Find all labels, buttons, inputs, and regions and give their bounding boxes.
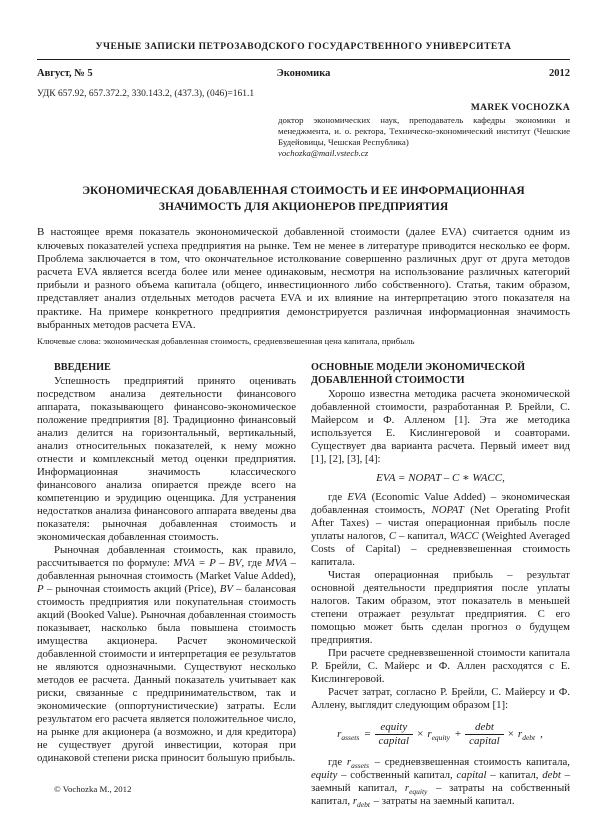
paragraph — [37, 544, 296, 765]
issue-section: Экономика — [276, 68, 331, 79]
fraction-debt-capital: $\frac{\text{debt}}{\text{capital}}$ — [465, 721, 504, 748]
formula-term-rdebt: $r_{debt}$ — [517, 728, 536, 742]
text-segment: r — [404, 782, 410, 795]
paragraph: Чистая операционная прибыль – результат основной деятельности предприятия после уплаты налогов. Таким образом, этот показатель в меньшей степени отражает результат предприятия. С его помощью может быть сделан прогноз о будущем предприятия. — [311, 569, 570, 647]
article-keywords: Ключевые слова: экономическая добавленная стоимость, средневзвешенная цена капитала, прибыль — [37, 336, 415, 347]
section-heading-models: ОСНОВНЫЕ МОДЕЛИ ЭКОНОМИЧЕСКОЙ ДОБАВЛЕННОЙ СТОИМОСТИ — [311, 362, 526, 387]
text-segment: C — [388, 530, 397, 543]
multiply-sign: × — [417, 728, 424, 741]
text-segment: – добавленная рыночная стоимость (Market Value Added), — [37, 557, 296, 583]
right-column — [311, 361, 570, 808]
copyright-notice: © Vochozka М., 2012 — [54, 784, 132, 795]
issue-month-number: Август, № 5 — [37, 68, 93, 79]
author-affiliation: доктор экономических наук, преподаватель кафедры экономики и менеджмента, и. о. ректора, Техническо-экономический институт (Чешские Будейовицы, Чешская Республика) — [278, 115, 570, 148]
text-segment: где — [328, 756, 347, 769]
text-segment: – капитал, — [486, 769, 543, 782]
formula-eva: EVA = NOPAT – C ∗ WACC, — [376, 472, 505, 485]
text-segment: – собственный капитал, — [337, 769, 457, 782]
article-title: ЭКОНОМИЧЕСКАЯ ДОБАВЛЕННАЯ СТОИМОСТЬ И ЕЕ ИНФОРМАЦИОННАЯ ЗНАЧИМОСТЬ ДЛЯ АКЦИОНЕРОВ ПРЕДПРИЯТИЯ — [82, 185, 525, 214]
paragraph: Расчет затрат, согласно Р. Брейли, С. Майерсу и Ф. Аллену, выглядит следующим образом [1]: — [311, 686, 570, 712]
issue-info-row — [37, 68, 570, 79]
text-segment: debt — [542, 769, 561, 782]
section-heading-introduction: ВВЕДЕНИЕ — [54, 362, 111, 374]
formula-comma: , — [540, 728, 543, 741]
text-segment: где — [328, 491, 348, 504]
author-name: MAREK VOCHOZKA — [470, 103, 570, 113]
equals-sign: = — [364, 728, 371, 741]
formula-term-requity: $r_{equity}$ — [427, 728, 450, 742]
text-segment: NOPAT — [431, 504, 464, 517]
text-segment: P — [37, 583, 44, 596]
text-segment: assets — [351, 760, 369, 770]
plus-sign: + — [454, 728, 462, 741]
text-segment: WACC — [449, 530, 479, 543]
text-segment: – балансовая стоимость предприятия или покупательная стоимость акций (Booked Value). Рыночная добавленная стоимость показывает, насколько была повышена стоимость имущества акционера. Расчет экономической добавленной стоимости и интерпретация ее результатов не являются однозначными. Существуют несколько методов ее расчета. Данный показатель учитывает как риски, связанные с предпринимательством, так и экономические (оппортунистические) затраты. Если результатом его расчета является положительное число, на рынке для акционера (а возможно, и для кредитора) не существует другой инвестиции, которая при одинаковой степени риска приносит большую прибыль. — [37, 583, 296, 765]
formula-term-assets: $r_{assets}$ — [337, 728, 360, 742]
issue-year: 2012 — [549, 68, 571, 79]
udk-code: УДК 657.92, 657.372.2, 330.143.2, (437.3), (046)=161.1 — [37, 89, 255, 99]
text-segment: (Net Operating Profit After Taxes) – чистая операционная прибыль после уплаты налогов, — [311, 504, 570, 543]
journal-header: УЧЕНЫЕ ЗАПИСКИ ПЕТРОЗАВОДСКОГО ГОСУДАРСТВЕННОГО УНИВЕРСИТЕТА — [95, 42, 512, 52]
multiply-sign: × — [507, 728, 514, 741]
text-segment: equity — [409, 786, 428, 796]
text-segment: (Weighted Averaged Costs of Capital) – средневзвешенная стоимость капитала. — [311, 530, 570, 569]
author-block — [278, 103, 570, 158]
text-segment: EVA — [347, 491, 367, 504]
text-segment: BV — [219, 583, 233, 596]
paragraph — [311, 756, 570, 808]
text-segment: capital — [456, 769, 487, 782]
paragraph: Успешность предприятий принято оценивать посредством анализа деятельности финансового аппарата, показывающего финансово-экономическое положение предприятия [8]. Традиционно финансовый анализ делится на горизонтальный, вертикальный, анализ относительных показателей, к нему можно отнести и комплексный метод оценки предприятия. Информационная значимость классического финансового анализа опирается прежде всего на компетенцию и эрудицию оценщика. Для устранения недостатков анализа финансового аппарата введены два показателя: рыночная добавленная стоимость и экономическая добавленная стоимость. — [37, 375, 296, 544]
header-divider — [37, 59, 570, 60]
text-segment: r — [352, 795, 358, 808]
text-segment: – средневзвешенная стоимость капитала, — [369, 756, 570, 769]
text-segment: MVA = P – BV — [173, 557, 242, 570]
text-segment: Рыночная добавленная стоимость, как правило, рассчитывается по формуле: — [37, 544, 296, 570]
paragraph: Хорошо известна методика расчета экономической добавленной стоимости, разработанная Р. Брейли, С. Майерсом и Ф. Алленом [1]. Эта же методика используется Е. Кислингеровой и соавторами. Существует два варианта расчета. Первый имеет вид [1], [2], [3], [4]: — [311, 388, 570, 466]
two-column-body — [37, 361, 570, 808]
text-segment: – затраты на заемный капитал. — [370, 795, 515, 808]
text-segment: – затраты на собственный капитал, — [311, 782, 570, 808]
paragraph — [311, 491, 570, 569]
text-segment: – рыночная стоимость акций (Price), — [43, 583, 220, 596]
text-segment: r — [346, 756, 352, 769]
text-segment: (Economic Value Added) – экономическая добавленная стоимость, — [311, 491, 570, 517]
text-segment: – капитал, — [396, 530, 450, 543]
author-email: vochozka@mail.vstecb.cz — [278, 148, 369, 159]
text-segment: equity — [311, 769, 338, 782]
text-segment: MVA — [265, 557, 287, 570]
paragraph: При расчете средневзвешенной стоимости капитала Р. Брейли, С. Майерс и Ф. Аллен расходятся с Е. Кислингеровой. — [311, 647, 570, 686]
text-segment: debt — [357, 799, 370, 809]
fraction-equity-capital: $\frac{\text{equity}}{\text{capital}}$ — [375, 721, 414, 748]
text-segment: – заемный капитал, — [311, 769, 570, 795]
text-segment: , где — [241, 557, 266, 570]
left-column — [37, 361, 296, 808]
article-abstract: В настоящее время показатель эконономической добавленной стоимости (далее EVA) считается одним из ключевых показателей успеха предприятия на рынке. Тем не менее в литературе приводится несколько ее форм. Проблема заключается в том, что окончательное истолкование совершенно различных друг от друга методов расчета EVA является всегда более или менее одинаковым, несмотря на использование различных категорий прибыли и разного объема капитала (общего, инвестиционного либо собственного). Статья, таким образом, представляет анализ отдельных методов расчета EVA и их влияние на интерпретацию этого показателя на практике. На примере конкретного предприятия демонстрируется различная информационная значимость выбранных методов расчета EVA. — [37, 226, 570, 331]
formula-wacc — [311, 721, 570, 748]
